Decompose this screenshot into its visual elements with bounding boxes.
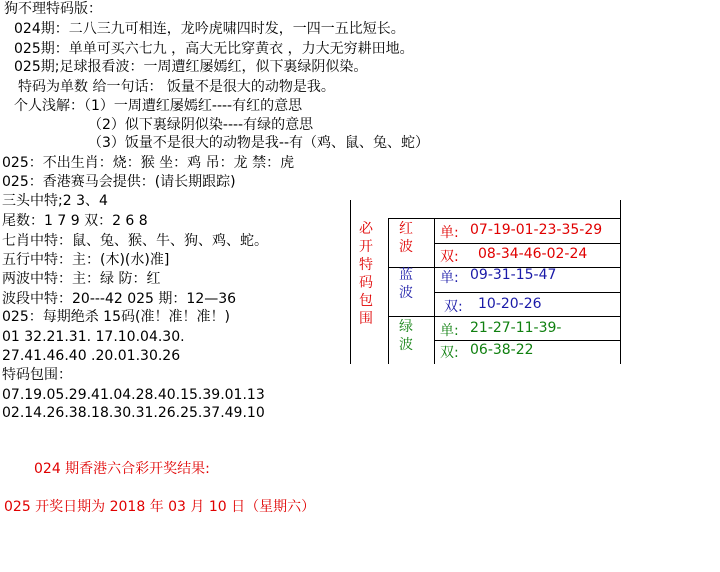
red-single-nums: 07-19-01-23-35-29 [470, 222, 603, 238]
text-line-hk: 025：香港赛马会提供：(请长期跟踪) [2, 174, 236, 190]
text-line-note-3: （3）饭量不是很大的动物是我--有（鸡、鼠、兔、蛇） [88, 135, 430, 151]
wave-green-label: 绿波 [399, 319, 413, 353]
text-line-five: 五行中特：主：(木)(水)准] [2, 252, 170, 268]
wave-red-label: 红波 [399, 221, 413, 255]
red-double-nums: 08-34-46-02-24 [478, 246, 588, 262]
green-single-nums: 21-27-11-39- [470, 320, 562, 336]
text-line-head: 三头中特;2 3、4 [2, 193, 108, 209]
blue-double-label: 双: [444, 299, 463, 315]
text-line-kill: 025：每期绝杀 15码(准！准！准！) [2, 309, 230, 325]
text-line-enc-2: 02.14.26.38.18.30.31.26.25.37.49.10 [2, 405, 265, 421]
green-double-nums: 06-38-22 [470, 342, 534, 358]
result-title: 024 期香港六合彩开奖结果: [34, 461, 210, 477]
text-line-024: 024期：二八三九可相连，龙吟虎啸四时发，一四一五比短长。 [14, 21, 405, 37]
red-single-label: 单: [440, 225, 459, 241]
text-line-two: 两波中特：主：绿 防：红 [2, 271, 161, 287]
text-line-single: 特码为单数 给一句话： 饭量不是很大的动物是我。 [18, 79, 335, 95]
text-line-range: 波段中特：20---42 025 期：12—36 [2, 291, 237, 307]
blue-single-label: 单: [440, 270, 459, 286]
blue-double-nums: 10-20-26 [478, 296, 542, 312]
text-line-nums-2: 27.41.46.40 .20.01.30.26 [2, 348, 181, 364]
text-line-zodiac: 025：不出生肖：烧：猴 坐：鸡 吊：龙 禁：虎 [2, 155, 295, 171]
text-line-note-1: 个人浅解：（1）一周遭红屡嫣红----有红的意思 [14, 98, 303, 114]
green-single-label: 单: [440, 323, 459, 339]
text-line-tail: 尾数：1 7 9 双：2 6 8 [2, 213, 148, 229]
table-header: 必开特码包围 [359, 221, 373, 327]
text-line-025-b: 025期;足球报看波：一周遭红屡嫣红，似下裏绿阴似染。 [14, 59, 368, 75]
green-double-label: 双: [440, 345, 459, 361]
red-double-label: 双: [440, 249, 459, 265]
wave-blue-label: 蓝波 [399, 267, 413, 301]
draw-date: 025 开奖日期为 2018 年 03 月 10 日（星期六） [4, 499, 316, 515]
text-line-seven: 七肖中特：鼠、兔、猴、牛、狗、鸡、蛇。 [2, 233, 268, 249]
text-line-enc-1: 07.19.05.29.41.04.28.40.15.39.01.13 [2, 387, 265, 403]
encircle-table [350, 200, 622, 364]
title-line: 狗不理特码版： [4, 1, 102, 17]
text-line-nums-1: 01 32.21.31. 17.10.04.30. [2, 329, 185, 345]
text-line-025-a: 025期：单单可买六七九 ，高大无比穿黄衣 ，力大无穷耕田地。 [14, 41, 414, 57]
text-line-encircle: 特码包围： [2, 367, 72, 383]
blue-single-nums: 09-31-15-47 [470, 267, 557, 283]
text-line-note-2: （2）似下裏绿阴似染----有绿的意思 [88, 117, 314, 133]
